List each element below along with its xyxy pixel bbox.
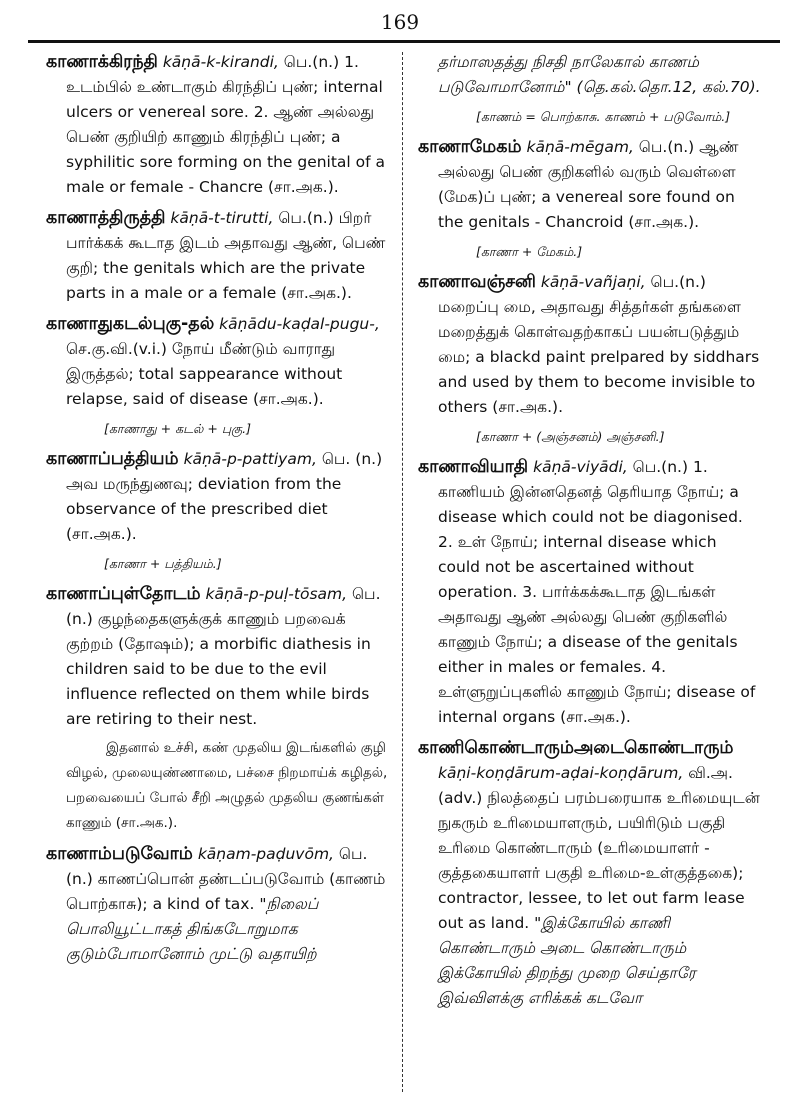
- derivation-note: [காணா + பத்தியம்.]: [104, 556, 222, 571]
- continued-citation: [438, 50, 762, 100]
- headword: காணாவஞ்சனி: [418, 272, 536, 292]
- right-column: [418, 50, 762, 1011]
- definition: செ.கு.வி.(v.i.) நோய் மீண்டும் வாராது இருத்தல்; total sappearance without relapse, said of disease (சா.அக.).: [66, 340, 343, 408]
- headword: காணாமேகம்: [418, 137, 522, 157]
- definition: பெ.(n.) பிறர் பார்க்கக் கூடாத இடம் அதாவது ஆண், பெண் குறி; the genitals which are the private parts in a male or a female (சா.அக.).: [66, 209, 386, 302]
- headword: காணாத்திருத்தி: [46, 208, 166, 228]
- left-column: [46, 50, 390, 967]
- transliteration: kāṇā-t-tirutti,: [170, 209, 274, 227]
- definition: பெ.(n.) மறைப்பு மை, அதாவது சித்தர்கள் தங்களை மறைத்துக் கொள்வதற்காகப் பயன்படுத்தும் மை; a blackd paint prelpared by siddhars and used by them to become invisible to others (சா.அக.).: [438, 273, 760, 416]
- entry-kanikondarum: [418, 736, 762, 1011]
- entry-kanathiruthi: [46, 206, 390, 306]
- entry-kanampaduvom: [46, 842, 390, 967]
- entry-kanapathiyam: [46, 447, 390, 547]
- transliteration: kāṇā-viyādi,: [533, 458, 628, 476]
- citation-quote: "இக்கோயில் காணி கொண்டாரும் அடை கொண்டாரும் இக்கோயில் திறந்து முறை செய்தாரே இவ்விளக்கு எரிக்கக் கடவோ: [438, 914, 696, 1007]
- headword: காணாக்கிரந்தி: [46, 52, 158, 72]
- headword: காணாதுகடல்புகு-தல்: [46, 314, 215, 334]
- definition: பெ.(n.) ஆண் அல்லது பெண் குறிகளில் வரும் வெள்ளை (மேக)ப் புண்; a venereal sore found on the genitals - Chancroid (சா.அக.).: [438, 138, 739, 231]
- definition: பெ. (n.) குழந்தைகளுக்குக் காணும் பறவைக் குற்றம் (தோஷம்); a morbific diathesis in children said to be due to the evil influence reflected on them while birds are retiring to their nest.: [66, 585, 381, 728]
- headword: காணாவியாதி: [418, 457, 529, 477]
- definition: பெ.(n.) 1. உடம்பில் உண்டாகும் கிரந்திப் புண்; internal ulcers or venereal sore. 2. ஆண் அல்லது பெண் குறியிற் காணும் கிரந்திப் புண்; a syphilitic sore forming on the genital of a male or female - Chancre (சா.அக.).: [66, 53, 386, 196]
- transliteration: kāṇā-vañjaṇi,: [540, 273, 646, 291]
- definition: பெ. (n.) அவ மருந்துணவு; deviation from the observance of the prescribed diet (சா.அக.).: [66, 450, 383, 543]
- header-rule: [28, 40, 780, 43]
- headword: காணிகொண்டாரும்அடைகொண்டாரும்: [418, 738, 734, 758]
- page-number: 169: [380, 10, 420, 34]
- headword: காணாம்படுவோம்: [46, 844, 193, 864]
- citation-quote: "நிலைப் பொலியூட்டாகத் திங்கடோறுமாக குடும்போமானோம் முட்டு வதாயிற்: [66, 895, 319, 963]
- entry-kanamegam: [418, 135, 762, 235]
- citation-quote: தர்மாஸதத்து நிசதி நாலேகால் காணம் படுவோமானோம்" (தெ.கல்.தொ.12, கல்.70).: [438, 53, 761, 96]
- definition: பெ.(n.) 1. காணியம் இன்னதெனத் தெரியாத நோய்; a disease which could not be diagonised. 2. உள் நோய்; internal disease which could not be ascertained without operation. 3. பார்க்கக்கூடாத இடங்கள் அதாவது ஆண் அல்லது பெண் குறிகளில் காணும் நோய்; a disease of the genitals either in males or females. 4. உள்ளுறுப்புகளில் காணும் நோய்; disease of internal organs (சா.அக.).: [438, 458, 756, 726]
- entry-kanadukadalpuku: [46, 312, 390, 412]
- definition: வி.அ.(adv.) நிலத்தைப் பரம்பரையாக உரிமையுடன் நுகரும் உரிமையாளரும், பயிரிடும் பகுதி உரிமை கொண்டாரும் (உரிமையாளர் - குத்தகையாளர் பகுதி உரிமை-உள்குத்தகை); contractor, lessee, to let out farm lease out as land.: [438, 764, 760, 932]
- transliteration: kāṇā-mēgam,: [526, 138, 634, 156]
- usage-note: இதனால் உச்சி, கண் முதலிய இடங்களில் குழி விழல், முலையுண்ணாமை, பச்சை நிறமாய்க் கழிதல், பறவையைப் போல் சீறி அழுதல் முதலிய குணங்கள் காணும் (சா.அக.).: [66, 740, 388, 831]
- definition: பெ. (n.) காணப்பொன் தண்டப்படுவோம் (காணம் பொற்காசு); a kind of tax.: [66, 845, 386, 913]
- transliteration: kāṇi-koṇḍārum-aḍai-koṇḍārum,: [438, 764, 684, 782]
- entry-kanakkiranthi: [46, 50, 390, 200]
- entry-kanaviyadi: [418, 455, 762, 730]
- transliteration: kāṇā-p-puḷ-tōsam,: [205, 585, 348, 603]
- derivation-note: [காணம் = பொற்காசு. காணம் + படுவோம்.]: [476, 109, 731, 124]
- derivation-note: [காணா + (அஞ்சனம்) அஞ்சனி.]: [476, 429, 665, 444]
- derivation-note: [காணாது + கடல் + புகு.]: [104, 421, 252, 436]
- entry-kanavanjani: [418, 270, 762, 420]
- column-divider: [402, 52, 403, 1092]
- transliteration: kāṇā-k-kirandi,: [162, 53, 279, 71]
- derivation-note: [காணா + மேகம்.]: [476, 244, 583, 259]
- transliteration: kāṇam-paḍuvōm,: [197, 845, 334, 863]
- transliteration: kāṇādu-kaḍal-pugu-,: [219, 315, 380, 333]
- transliteration: kāṇā-p-pattiyam,: [183, 450, 317, 468]
- headword: காணாப்பத்தியம்: [46, 449, 179, 469]
- headword: காணாப்புள்தோடம்: [46, 584, 201, 604]
- entry-kanappulthodam: [46, 582, 390, 732]
